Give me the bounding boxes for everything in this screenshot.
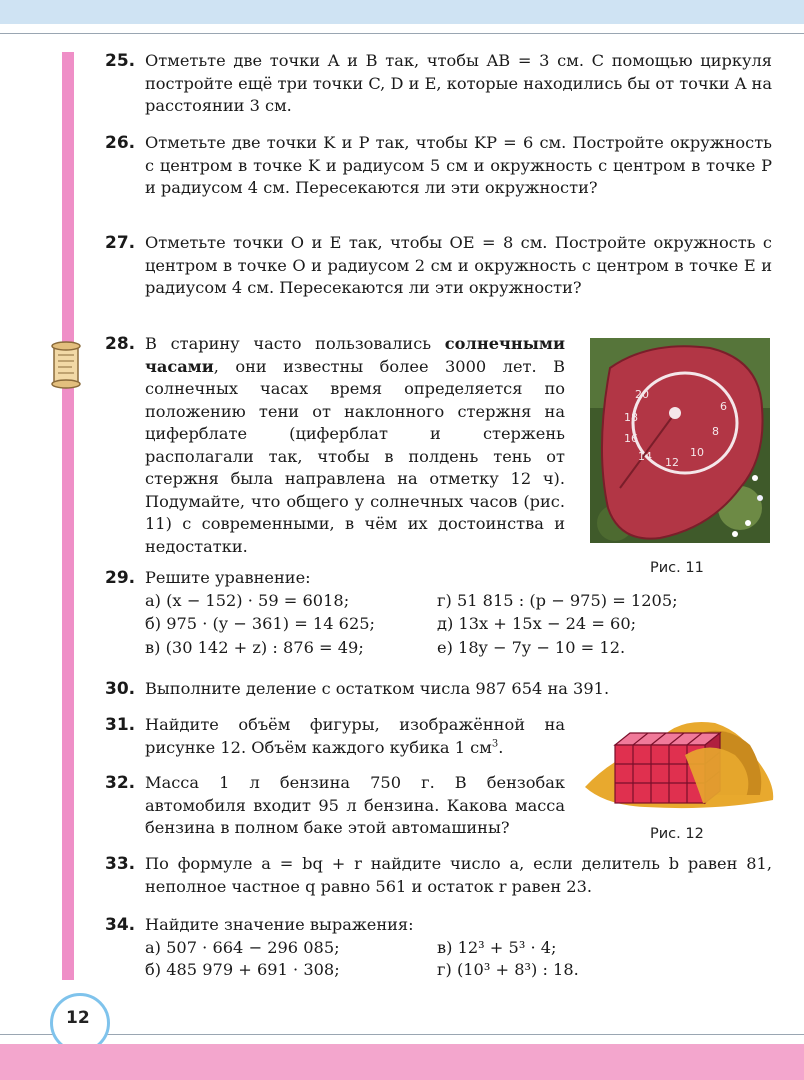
problem-text: В старину часто пользовались солнечными часами, они известны более 3000 лет. В солнечных часах время определяется по положению тени от наклонного стержня на циферблате (циферблат и стержень располагали так, чтобы в полдень тень от стержня была направлена на отметку 12 ч). Подумайте, что общего у солнечных часов (рис. 11) с современными, в чём их достоинства и недостатки.: [145, 334, 565, 556]
figure-11-caption: Рис. 11: [650, 560, 704, 576]
equation-item: а) (x − 152) · 59 = 6018;: [145, 590, 350, 610]
problem-text: Отметьте две точки A и B так, чтобы AB = 3 см. С помощью циркуля постройте ещё три точки C, D и E, которые находились бы от точки A на расстоянии 3 см.: [145, 51, 772, 115]
expression-item: а) 507 · 664 − 296 085;: [145, 937, 340, 957]
problem-number: 33.: [105, 854, 136, 874]
problem-number: 27.: [105, 233, 136, 253]
equation-item: е) 18y − 7y − 10 = 12.: [437, 637, 626, 657]
equation-item: в) (30 142 + z) : 876 = 49;: [145, 637, 364, 657]
equation-list: [145, 590, 765, 660]
problem-text: Найдите объём фигуры, изображённой на рисунке 12. Объём каждого кубика 1 $см^3$.: [145, 715, 565, 757]
sundial-numeral: 8: [712, 425, 719, 438]
problem-number: 32.: [105, 773, 136, 793]
problem-number: 34.: [105, 915, 136, 935]
problem-31: [105, 714, 565, 759]
top-rule: [0, 33, 804, 34]
equation-item: б) 975 · (y − 361) = 14 625;: [145, 614, 376, 633]
problem-27: [105, 232, 772, 300]
problem-30: [105, 678, 772, 701]
expression-item: б) 485 979 + 691 · 308;: [145, 960, 340, 979]
problem-text: Найдите значение выражения:: [145, 915, 414, 934]
bottom-rule: [0, 1034, 804, 1035]
bottom-band: [0, 1044, 804, 1080]
expression-list: [145, 937, 765, 982]
figure-12-caption: Рис. 12: [650, 826, 704, 842]
figure-11-sundial: [590, 338, 770, 543]
problem-text: Решите уравнение:: [145, 568, 311, 587]
problem-number: 31.: [105, 715, 136, 735]
problem-number: 26.: [105, 133, 136, 153]
scroll-icon: [44, 340, 88, 390]
problem-number: 28.: [105, 334, 136, 354]
problem-number: 30.: [105, 679, 136, 699]
sundial-numeral: 6: [720, 400, 727, 413]
problem-text: Масса 1 л бензина 750 г. В бензобак автомобиля входит 95 л бензина. Какова масса бензина в полном баке этой автомашины?: [145, 773, 565, 837]
bold-term: солнечными часами: [145, 334, 565, 376]
superscript: 3: [491, 738, 499, 750]
problem-text: По формуле a = bq + r найдите число a, если делитель b равен 81, неполное частное q равно 561 и остаток r равен 23.: [145, 854, 772, 896]
problem-25: [105, 50, 772, 118]
problem-number: 25.: [105, 51, 136, 71]
sundial-numeral: 12: [665, 456, 679, 469]
page-number: 12: [66, 1008, 90, 1028]
problem-text: Выполните деление с остатком числа 987 654 на 391.: [145, 679, 610, 698]
expression-item: г) (10³ + 8³) : 18.: [437, 960, 579, 979]
expression-item: в) 12³ + 5³ · 4;: [437, 937, 557, 957]
equation-item: г) 51 815 : (p − 975) = 1205;: [437, 590, 678, 610]
sundial-numeral: 18: [624, 411, 638, 424]
sundial-numeral: 10: [690, 446, 704, 459]
problem-number: 29.: [105, 568, 136, 588]
problem-34: [105, 914, 765, 982]
sundial-numeral: 14: [638, 450, 652, 463]
sundial-numeral: 20: [635, 388, 649, 401]
problem-29: [105, 567, 765, 659]
problem-32: [105, 772, 565, 840]
problem-28: [105, 333, 565, 558]
figure-12-cubes: [585, 715, 775, 815]
equation-item: д) 13x + 15x − 24 = 60;: [437, 614, 637, 633]
problem-26: [105, 132, 772, 200]
top-band: [0, 0, 804, 24]
sundial-numeral: 16: [624, 432, 638, 445]
problem-33: [105, 853, 772, 898]
margin-bar: [62, 52, 74, 980]
problem-text: Отметьте точки O и E так, чтобы OE = 8 см. Постройте окружность с центром в точке O и радиусом 2 см и окружность с центром в точке E и радиусом 4 см. Пересекаются ли эти окружности?: [145, 233, 772, 297]
problem-text: Отметьте две точки K и P так, чтобы KP = 6 см. Постройте окружность с центром в точке K и радиусом 5 см и окружность с центром в точке P и радиусом 4 см. Пересекаются ли эти окружности?: [145, 133, 772, 197]
